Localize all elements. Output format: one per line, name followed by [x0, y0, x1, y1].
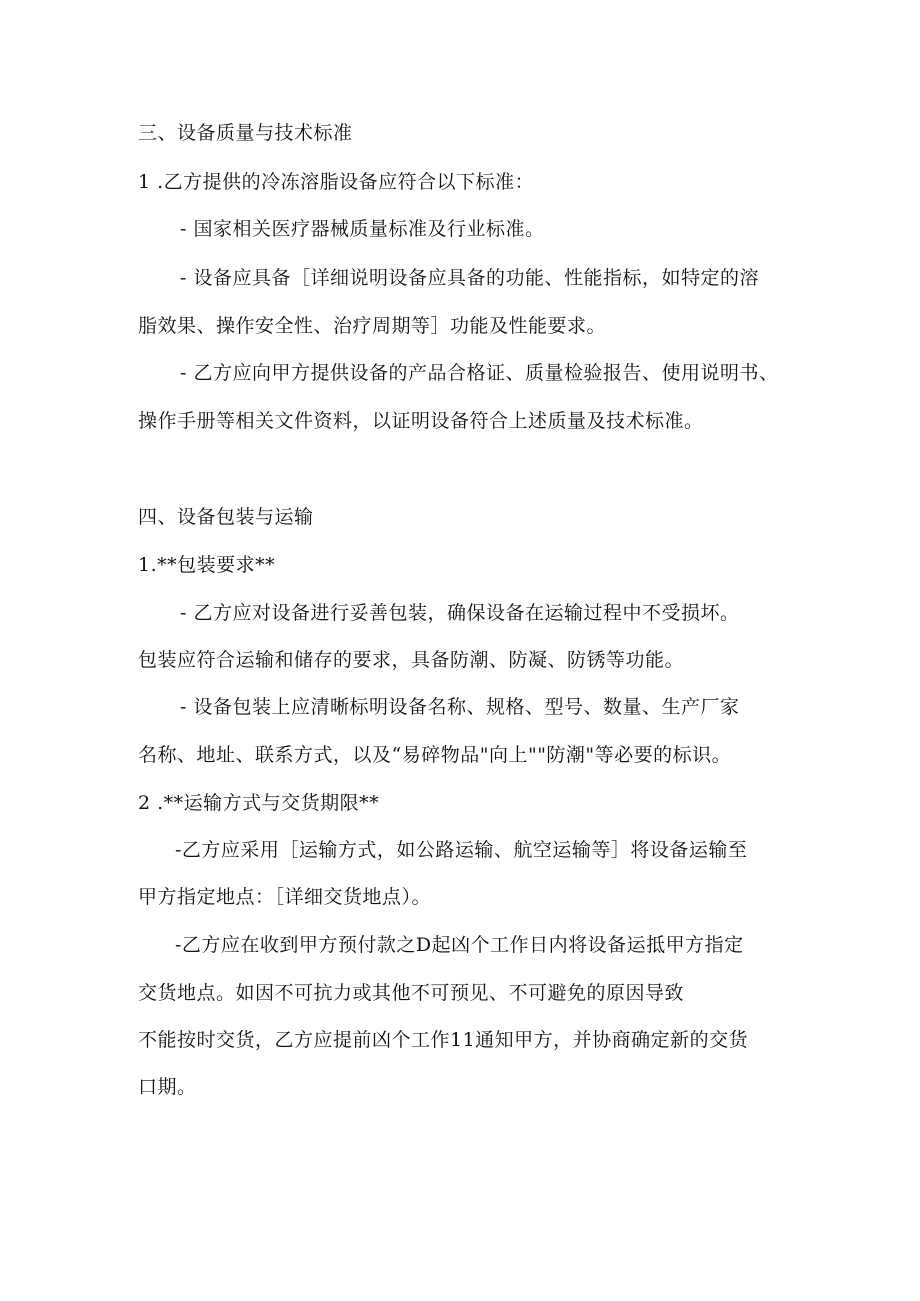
numbered-item-standards: 1 .乙方提供的冷冻溶脂设备应符合以下标准：: [138, 171, 535, 193]
numbered-item-transport: 2 .**运输方式与交货期限**: [138, 792, 380, 814]
bullet-delivery-line3: 不能按时交货，乙方应提前凶个工作11通知甲方，并协商确定新的交货: [138, 1029, 749, 1051]
bullet-documents-line2: 操作手册等相关文件资料，以证明设备符合上述质量及技术标准。: [138, 410, 704, 432]
bullet-device-functions-line1: - 设备应具备［详细说明设备应具备的功能、性能指标，如特定的溶: [180, 267, 759, 289]
bullet-transport-method-line1: -乙方应采用［运输方式，如公路运输、航空运输等］将设备运输至: [175, 839, 748, 861]
section-heading-quality-standards: 三、设备质量与技术标准: [138, 122, 353, 144]
section-heading-packaging-transport: 四、设备包装与运输: [138, 506, 314, 528]
bullet-delivery-line2: 交货地点。如因不可抗力或其他不可预见、不可避免的原因导致: [138, 982, 685, 1004]
bullet-transport-method-line2: 甲方指定地点：［详细交货地点）。: [138, 886, 432, 908]
bullet-packaging-line1: - 乙方应对设备进行妥善包装，确保设备在运输过程中不受损坏。: [180, 602, 740, 624]
bullet-delivery-line1: -乙方应在收到甲方预付款之D起凶个工作日内将设备运抵甲方指定: [175, 934, 744, 956]
numbered-item-packaging: 1.**包装要求**: [138, 554, 276, 576]
bullet-documents-line1: - 乙方应向甲方提供设备的产品合格证、质量检验报告、使用说明书、: [180, 362, 779, 384]
bullet-packaging-line2: 包装应符合运输和储存的要求，具备防潮、防凝、防锈等功能。: [138, 649, 685, 671]
bullet-labeling-line2: 名称、地址、联系方式，以及“易碎物品"向上""防潮"等必要的标识。: [138, 744, 732, 766]
bullet-delivery-line4: 口期。: [138, 1076, 197, 1098]
bullet-national-standards: - 国家相关医疗器械质量标准及行业标准。: [180, 218, 545, 240]
bullet-labeling-line1: - 设备包装上应清晰标明设备名称、规格、型号、数量、生产厂家: [180, 696, 740, 718]
bullet-device-functions-line2: 脂效果、操作安全性、治疗周期等］功能及性能要求。: [138, 315, 607, 337]
